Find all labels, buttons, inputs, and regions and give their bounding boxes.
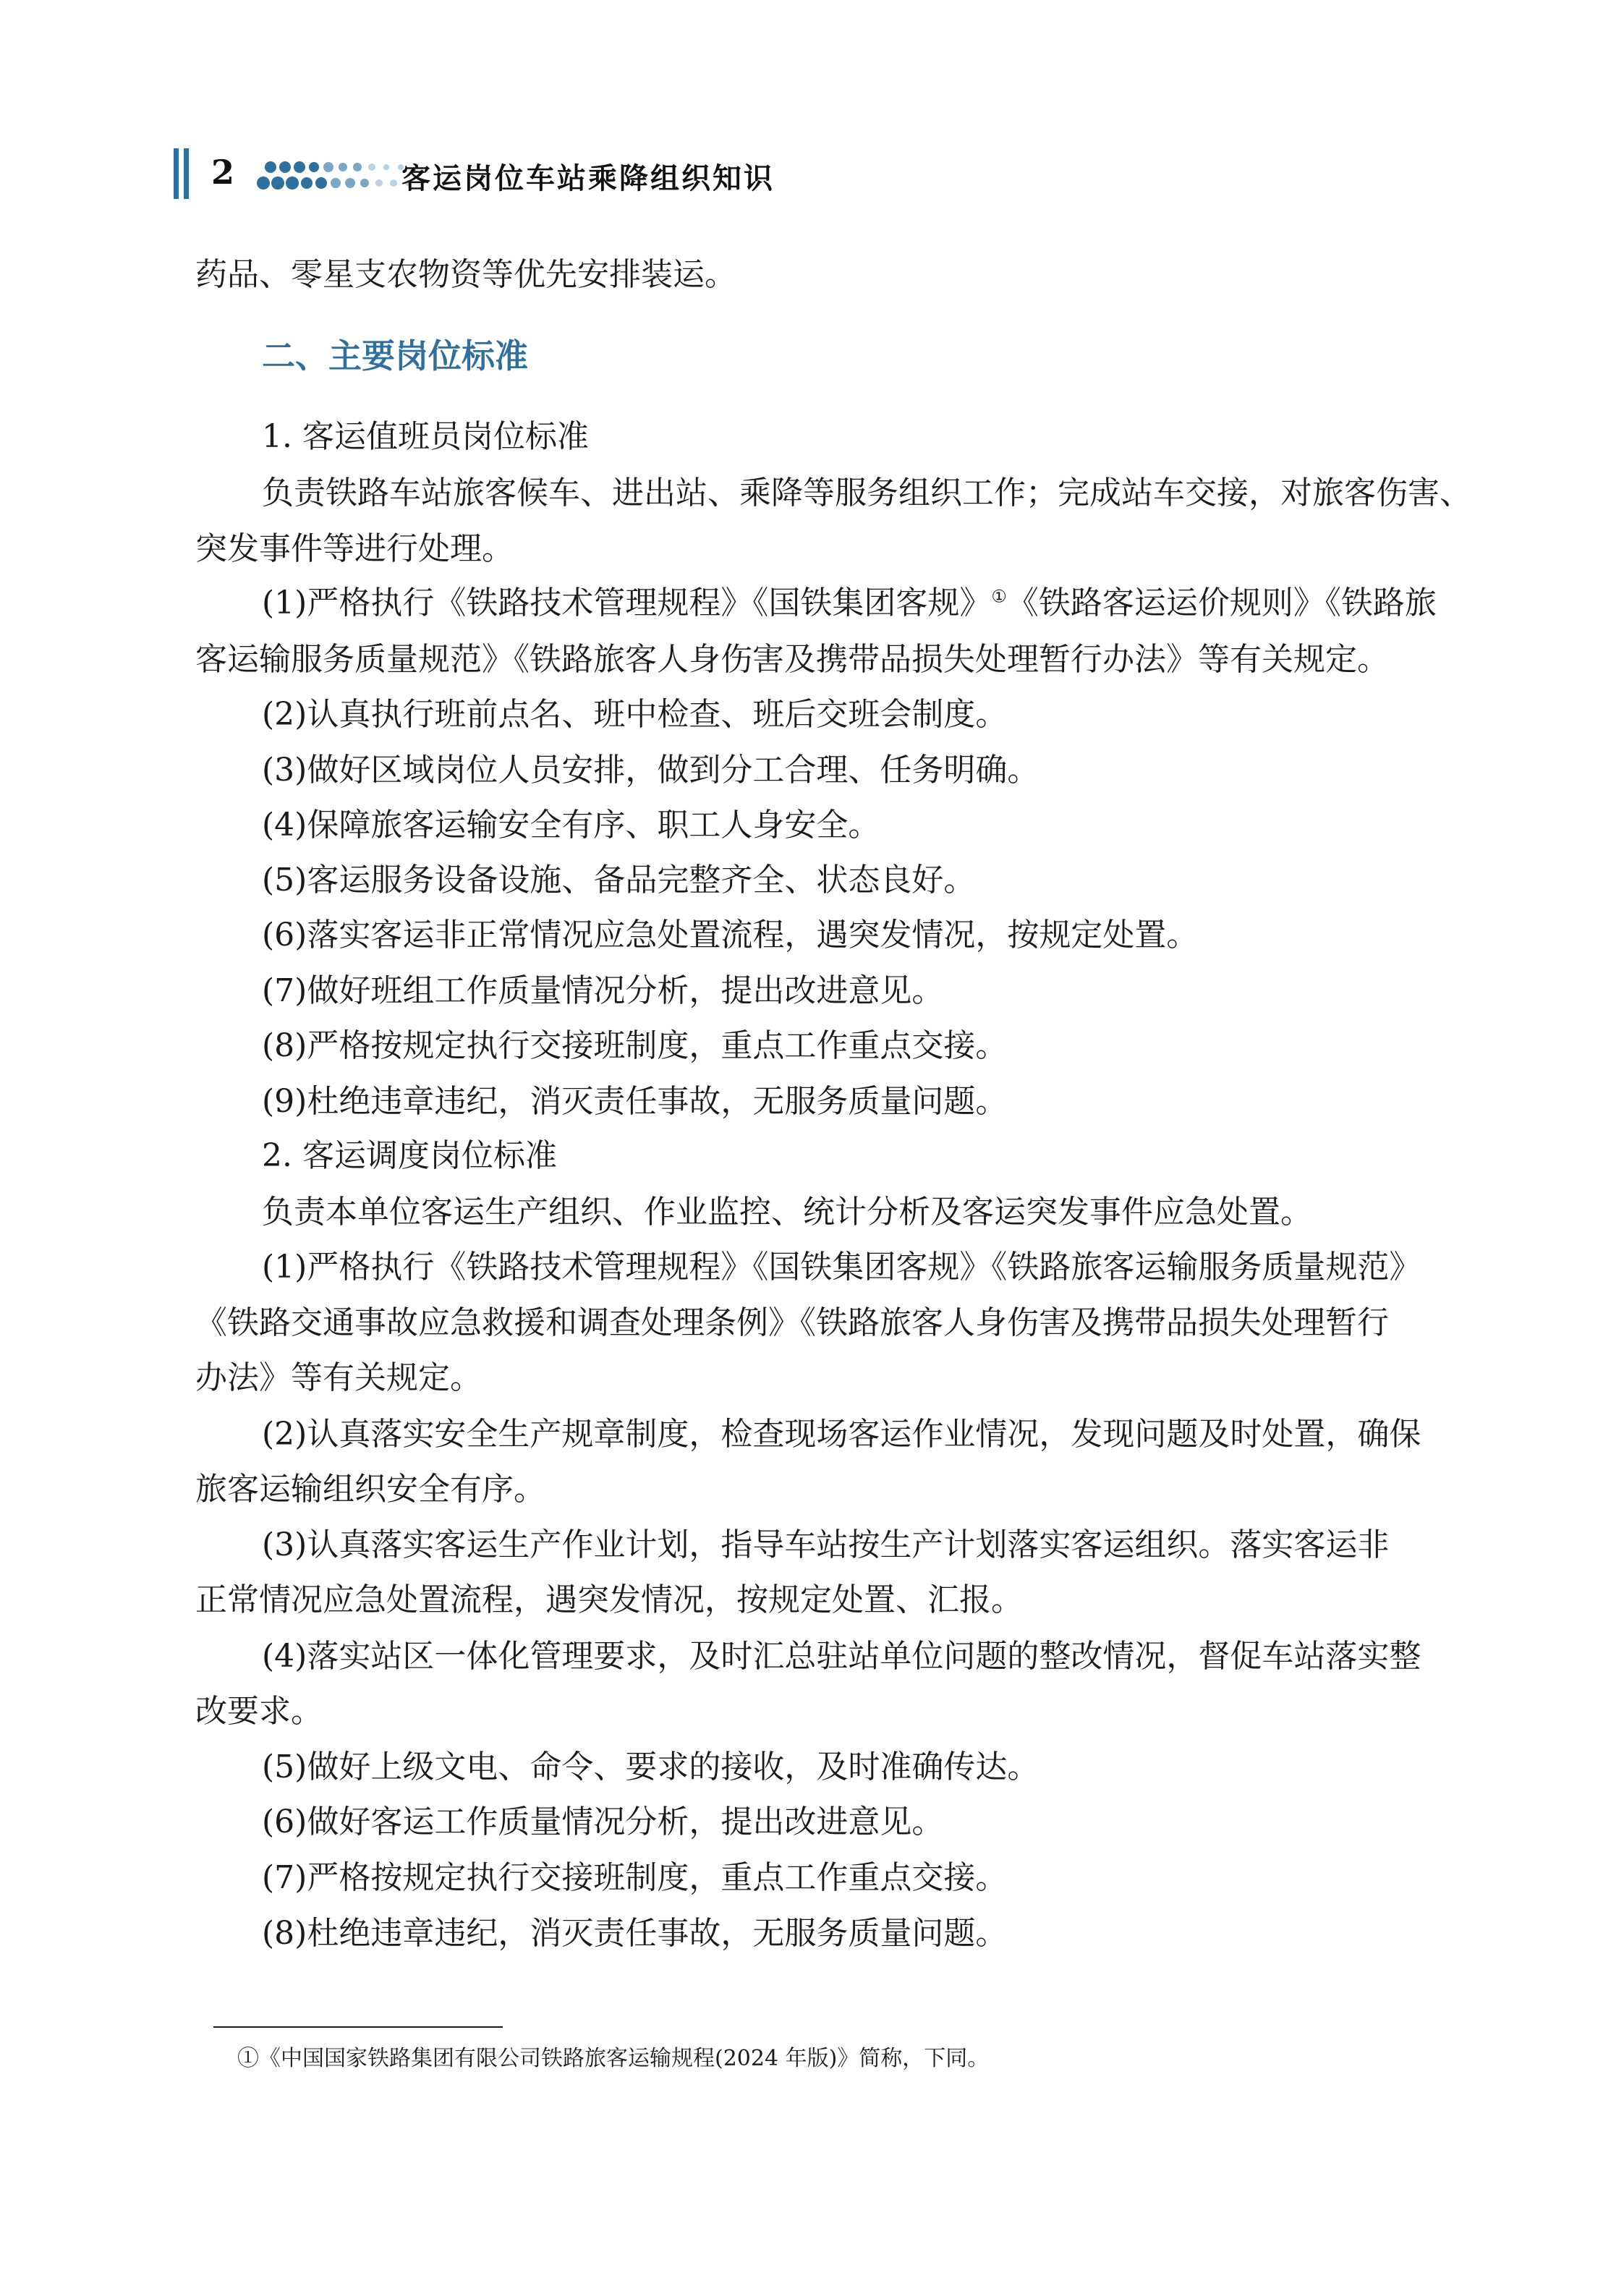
header-bar-marker: [184, 148, 189, 199]
page-number: 2: [211, 153, 235, 192]
body-text-line: 办法》等有关规定。: [195, 1359, 482, 1396]
list-item: (6)做好客运工作质量情况分析，提出改进意见。: [262, 1803, 944, 1840]
body-text-line: 突发事件等进行处理。: [195, 530, 514, 567]
body-text-line: 负责本单位客运生产组织、作业监控、统计分析及客运突发事件应急处置。: [262, 1194, 1312, 1231]
list-item: (7)严格按规定执行交接班制度，重点工作重点交接。: [262, 1859, 1008, 1896]
body-text-line: 药品、零星支农物资等优先安排装运。: [195, 256, 736, 293]
list-item: (6)落实客运非正常情况应急处置流程，遇突发情况，按规定处置。: [262, 917, 1199, 953]
running-header: [174, 148, 1476, 199]
list-item: (5)客运服务设备设施、备品完整齐全、状态良好。: [262, 862, 976, 898]
footnote-divider: [213, 2026, 503, 2028]
list-item: (9)杜绝违章违纪，消灭责任事故，无服务质量问题。: [262, 1083, 1008, 1120]
list-item: (2)认真执行班前点名、班中检查、班后交班会制度。: [262, 696, 1008, 733]
section-heading: 二、主要岗位标准: [262, 336, 528, 375]
footnote: ①《中国国家铁路集团有限公司铁路旅客运输规程(2024 年版)》简称，下同。: [237, 2046, 990, 2071]
list-item: (7)做好班组工作质量情况分析，提出改进意见。: [262, 972, 944, 1009]
body-text-segment: 《铁路客运运价规则》《铁路旅: [1006, 585, 1437, 621]
body-text-line: 《铁路交通事故应急救援和调查处理条例》《铁路旅客人身伤害及携带品损失处理暂行: [195, 1304, 1389, 1341]
list-item: (5)做好上级文电、命令、要求的接收，及时准确传达。: [262, 1749, 1040, 1785]
subsection-heading: 1. 客运值班员岗位标准: [262, 418, 589, 455]
running-header-title: 客运岗位车站乘降组织知识: [401, 161, 775, 195]
body-text-line: 改要求。: [195, 1693, 323, 1730]
header-bar-marker: [174, 148, 179, 199]
subsection-heading: 2. 客运调度岗位标准: [262, 1137, 557, 1174]
list-item: (1)严格执行《铁路技术管理规程》《国铁集团客规》《铁路旅客运输服务质量规范》: [262, 1249, 1421, 1286]
list-item: (3)做好区域岗位人员安排，做到分工合理、任务明确。: [262, 752, 1040, 789]
body-text-segment: (1)严格执行《铁路技术管理规程》《国铁集团客规》: [262, 585, 992, 621]
list-item: (4)保障旅客运输安全有序、职工人身安全。: [262, 807, 880, 844]
body-text-line: 负责铁路车站旅客候车、进出站、乘降等服务组织工作；完成站车交接，对旅客伤害、: [262, 475, 1471, 511]
body-text-line: 旅客运输组织安全有序。: [195, 1471, 545, 1508]
list-item: (2)认真落实安全生产规章制度，检查现场客运作业情况，发现问题及时处置，确保: [262, 1416, 1421, 1453]
list-item: (3)认真落实客运生产作业计划，指导车站按生产计划落实客运组织。落实客运非: [262, 1526, 1390, 1563]
body-text-line: 客运输服务质量规范》《铁路旅客人身伤害及携带品损失处理暂行办法》等有关规定。: [195, 641, 1389, 678]
list-item: (8)杜绝违章违纪，消灭责任事故，无服务质量问题。: [262, 1915, 1008, 1952]
list-item: (8)严格按规定执行交接班制度，重点工作重点交接。: [262, 1027, 1008, 1064]
list-item: (4)落实站区一体化管理要求，及时汇总驻站单位问题的整改情况，督促车站落实整: [262, 1638, 1421, 1675]
body-text-line: [262, 583, 1528, 624]
footnote-marker[interactable]: ①: [991, 586, 1007, 607]
body-text-line: 正常情况应急处置流程，遇突发情况，按规定处置、汇报。: [195, 1581, 1023, 1618]
